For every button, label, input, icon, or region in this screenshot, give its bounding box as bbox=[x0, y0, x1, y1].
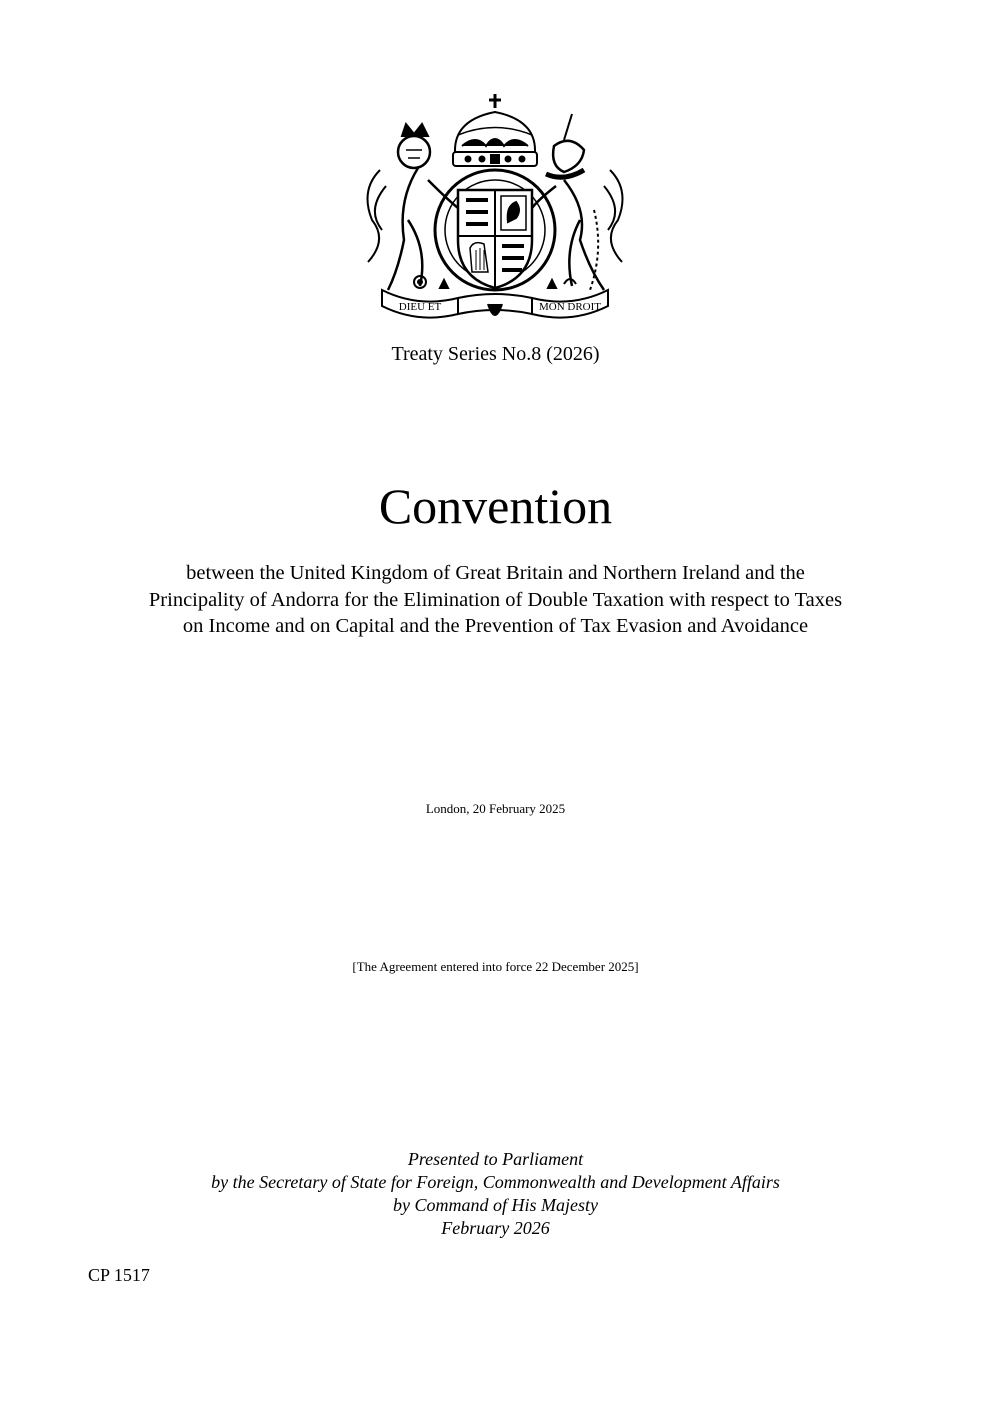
subtitle-line: Principality of Andorra for the Elimination of Double Taxation with respect to Taxes bbox=[148, 588, 843, 611]
royal-coat-of-arms-icon bbox=[358, 90, 632, 326]
presentation-line: by the Secretary of State for Foreign, Commonwealth and Development Affairs bbox=[211, 1172, 780, 1192]
shield-icon bbox=[458, 190, 532, 288]
lion-supporter-icon bbox=[368, 124, 459, 290]
presentation-date: February 2026 bbox=[441, 1218, 550, 1238]
document-title: Convention bbox=[378, 478, 613, 534]
svg-text:MON DROIT: MON DROIT bbox=[538, 301, 602, 313]
presentation-line: Presented to Parliament bbox=[407, 1149, 584, 1169]
crown-icon bbox=[453, 94, 537, 166]
document-subtitle bbox=[0, 560, 991, 640]
entry-into-force-note: [The Agreement entered into force 22 December 2025] bbox=[352, 959, 639, 974]
subtitle-line: between the United Kingdom of Great Britain and Northern Ireland and the bbox=[186, 562, 805, 584]
treaty-series-number: Treaty Series No.8 (2026) bbox=[391, 343, 600, 365]
command-paper-number: CP 1517 bbox=[88, 1265, 150, 1285]
svg-text:DIEU ET: DIEU ET bbox=[398, 301, 442, 313]
presentation-statement bbox=[0, 1148, 991, 1240]
subtitle-line: on Income and on Capital and the Prevention of Tax Evasion and Avoidance bbox=[182, 615, 809, 637]
signing-place-date: London, 20 February 2025 bbox=[425, 801, 566, 816]
presentation-line: by Command of His Majesty bbox=[393, 1195, 598, 1215]
